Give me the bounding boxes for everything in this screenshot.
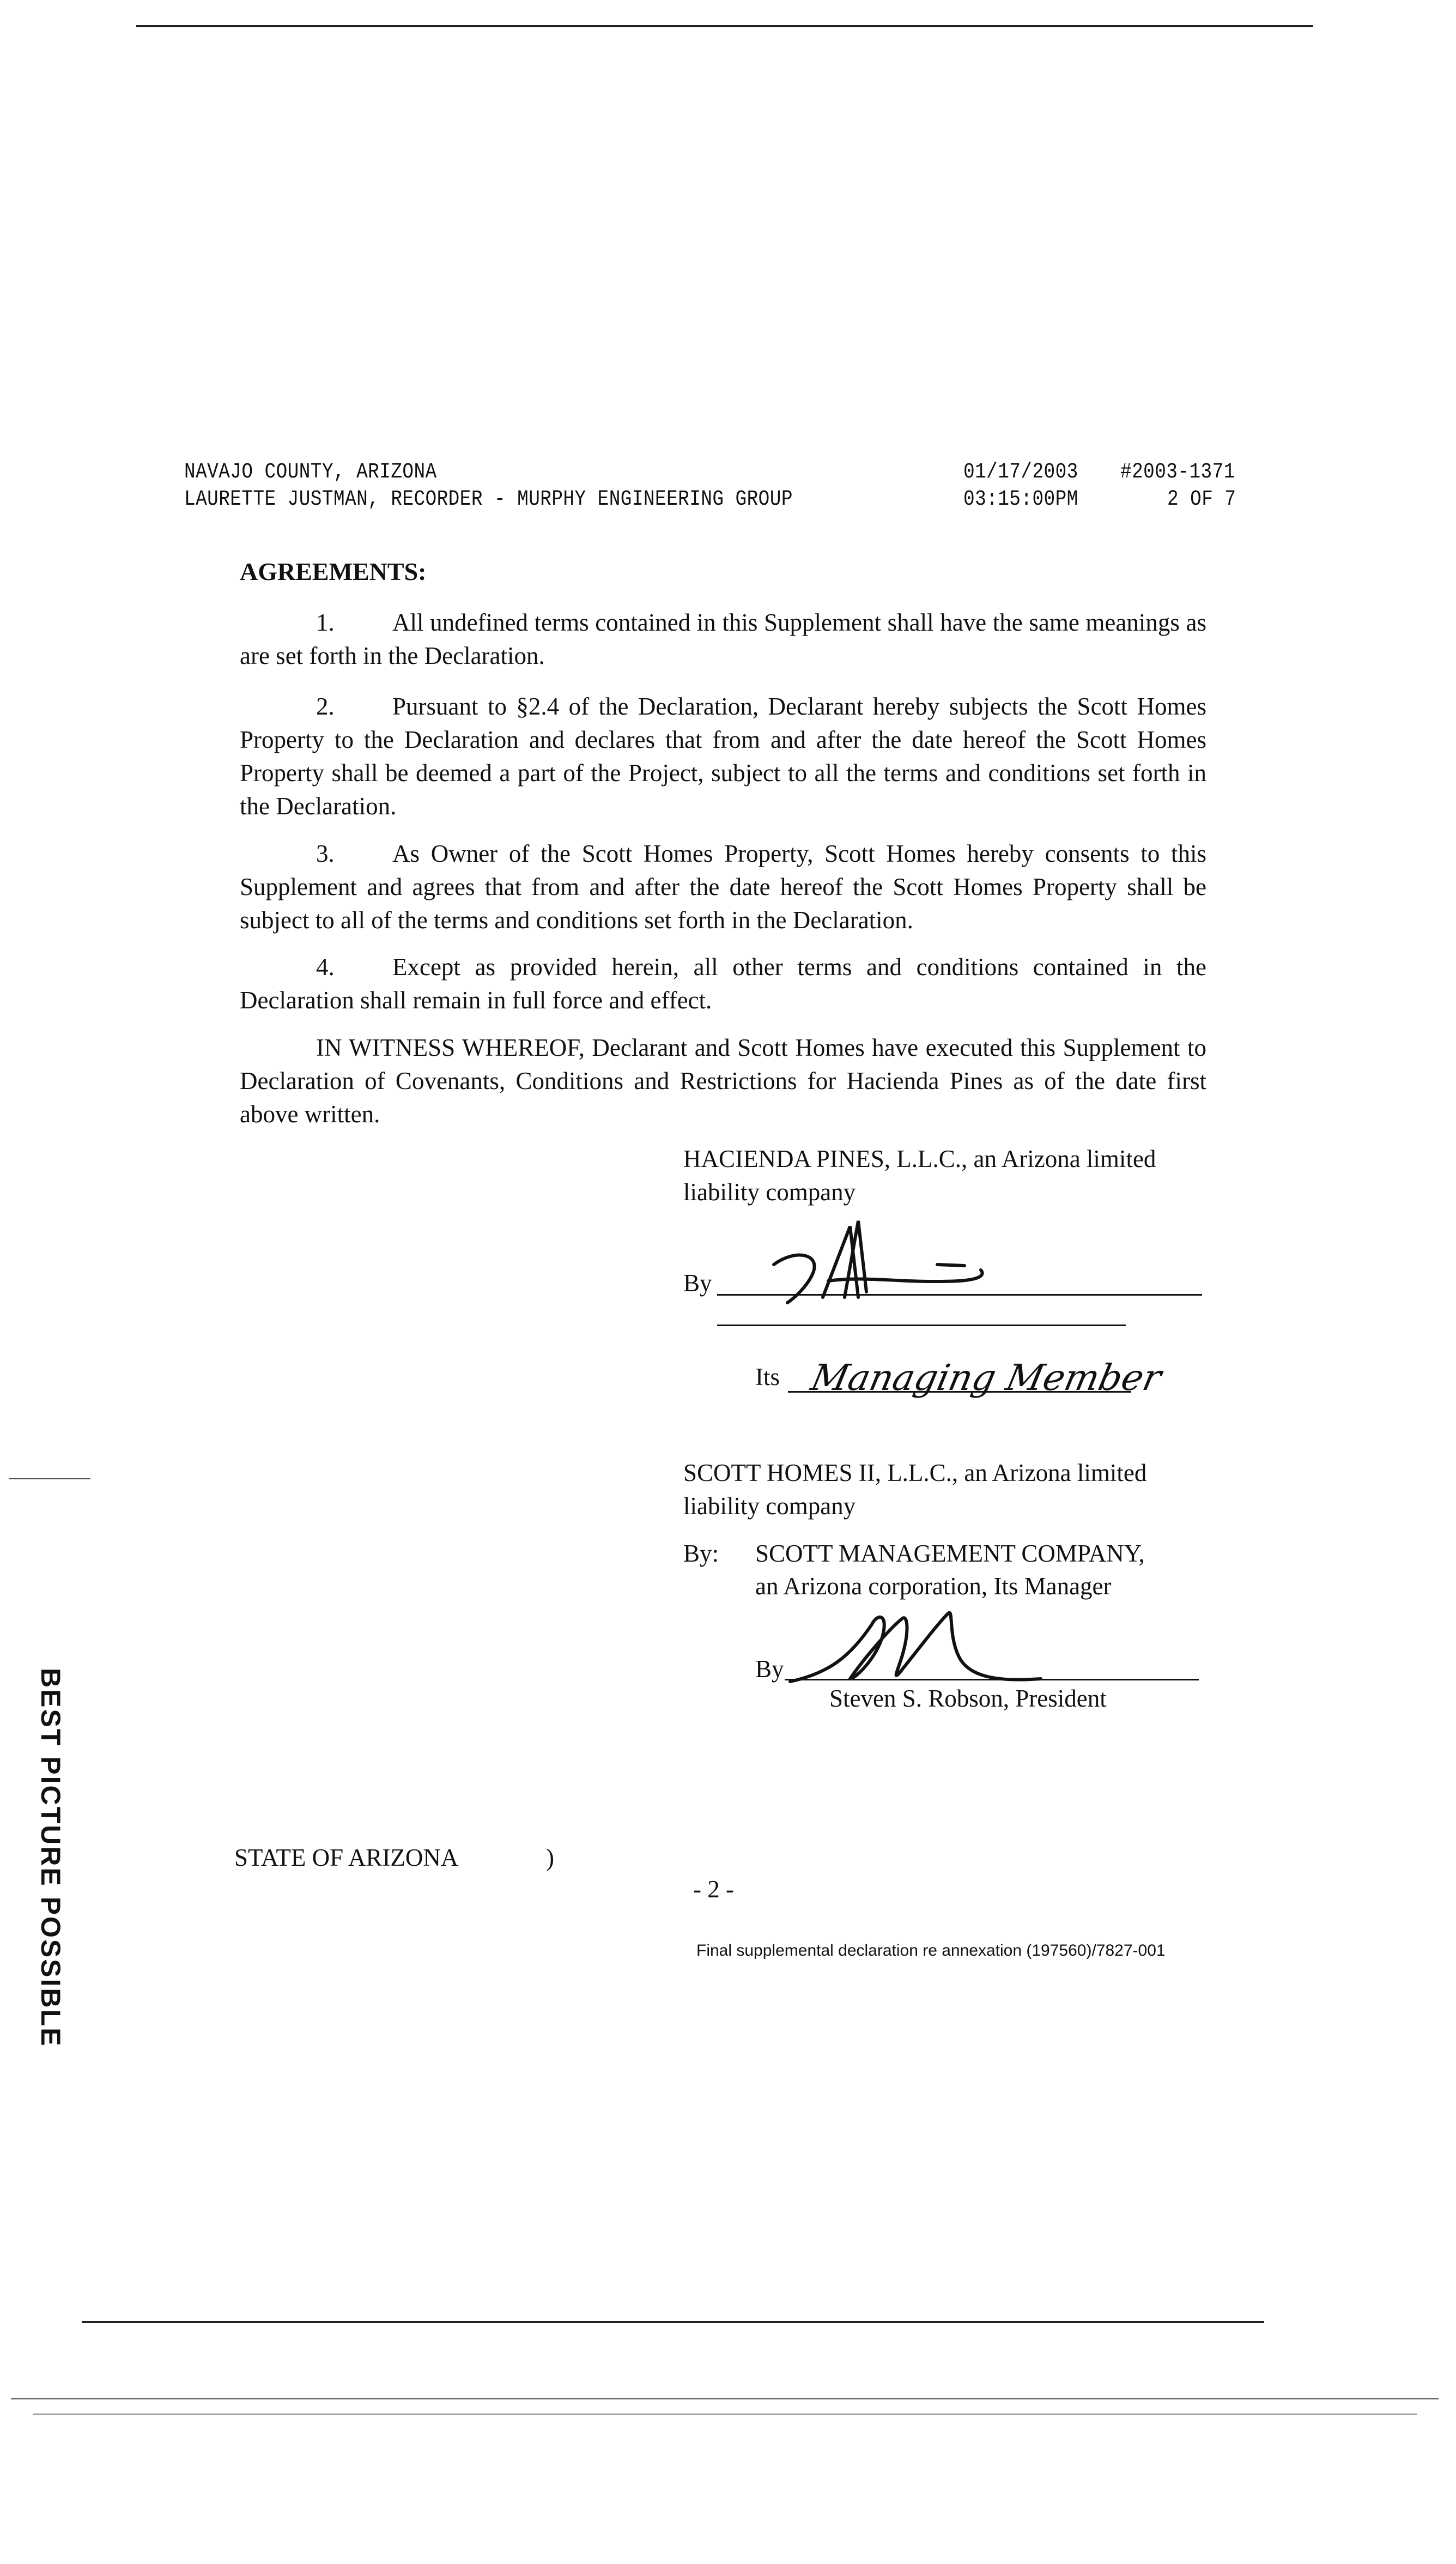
manager-desc: an Arizona corporation, Its Manager: [755, 1573, 1112, 1600]
hacienda-signature: [763, 1216, 1014, 1314]
agreement-paragraph-3: [240, 837, 1206, 937]
footer-reference: Final supplemental declaration re annexation (197560)/7827-001: [696, 1942, 1166, 1960]
recording-time: 03:15:00PM: [963, 487, 1078, 512]
by-label-2: By:: [683, 1540, 719, 1567]
its-label-1: Its: [755, 1363, 780, 1390]
state-paren: ): [546, 1844, 554, 1871]
agreement-paragraph-4: [240, 951, 1206, 1017]
agreement-paragraph-2: [240, 690, 1206, 823]
witness-text: IN WITNESS WHEREOF, Declarant and Scott Homes have executed this Supplement to Declaration of Covenants, Conditions and Restrictions for Hacienda Pines as of the date first above written.: [240, 1034, 1206, 1128]
by-label-3: By: [755, 1655, 784, 1683]
recording-date: 01/17/2003: [963, 460, 1078, 485]
signer-name-title: Steven S. Robson, President: [829, 1685, 1107, 1712]
by-label-1: By: [683, 1269, 712, 1297]
paragraph-number: 1.: [316, 609, 335, 636]
managing-member-handwriting: [807, 1352, 1166, 1428]
best-picture-possible-stamp: BEST PICTURE POSSIBLE: [35, 1668, 66, 2048]
page-of: 2 OF 7: [1167, 487, 1236, 512]
recorder-name: LAURETTE JUSTMAN, RECORDER - MURPHY ENGINEERING GROUP: [184, 487, 793, 512]
state-label: STATE OF ARIZONA: [234, 1844, 459, 1871]
scan-edge-bottom-2: [11, 2398, 1439, 2399]
signature-line-1b: [717, 1325, 1126, 1326]
manager-name: SCOTT MANAGEMENT COMPANY,: [755, 1540, 1145, 1567]
paragraph-number: 3.: [316, 840, 335, 867]
paragraph-number: 2.: [316, 693, 335, 720]
agreement-paragraph-1: [240, 606, 1206, 673]
scott-homes-company-line: SCOTT HOMES II, L.L.C., an Arizona limited liability company: [683, 1459, 1147, 1520]
handwritten-its: Managing Member: [807, 1356, 1166, 1399]
scan-mark-left: [9, 1478, 90, 1479]
scan-edge-bottom-1: [82, 2321, 1264, 2323]
witness-paragraph: [240, 1031, 1206, 1131]
agreements-heading: AGREEMENTS:: [240, 558, 427, 585]
paragraph-text: Except as provided herein, all other terms and conditions contained in the Declaration shall remain in full force and effect.: [240, 953, 1206, 1014]
scan-edge-top: [136, 25, 1313, 27]
paragraph-text: Pursuant to §2.4 of the Declaration, Declarant hereby subjects the Scott Homes Property to the Declaration and declares that from and after the date hereof the Scott Homes Property shall be deemed a part of the Project, subject to all the terms and conditions set forth in the Declaration.: [240, 693, 1206, 820]
page-number: - 2 -: [693, 1876, 734, 1903]
scan-edge-bottom-3: [33, 2414, 1417, 2415]
recorder-county: NAVAJO COUNTY, ARIZONA: [184, 460, 437, 485]
paragraph-text: As Owner of the Scott Homes Property, Scott Homes hereby consents to this Supplement and agrees that from and after the date hereof the Scott Homes Property shall be subject to all of the terms and conditions set forth in the Declaration.: [240, 840, 1206, 934]
paragraph-number: 4.: [316, 953, 335, 981]
hacienda-company-line: HACIENDA PINES, L.L.C., an Arizona limited liability company: [683, 1145, 1156, 1206]
paragraph-text: All undefined terms contained in this Supplement shall have the same meanings as are set forth in the Declaration.: [240, 609, 1206, 669]
document-number: #2003-1371: [1120, 460, 1235, 485]
robson-signature: [785, 1592, 1068, 1690]
